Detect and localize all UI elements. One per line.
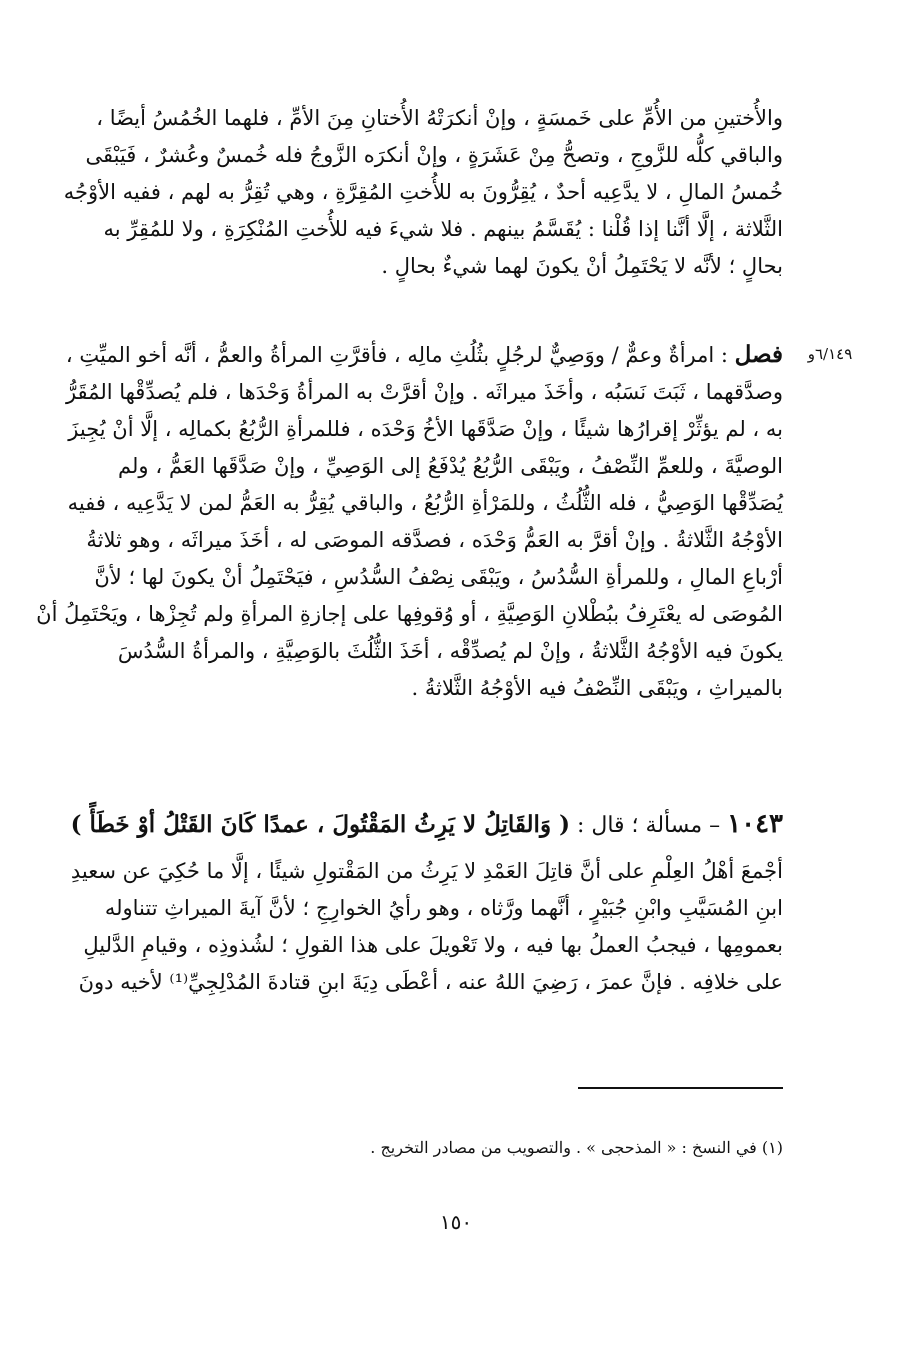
paragraph-3 bbox=[70, 853, 783, 1001]
footnote: (١) في النسخ : « المذحجى » . والتصويب من مصادر التخريج . bbox=[370, 1138, 783, 1157]
text-line: خُمسُ المالِ ، لا يدَّعِيه أحدٌ ، يُقِرُّونَ به للأُختِ المُقِرَّةِ ، وهي تُقِرُّ به لهم ، ففيه الأوْجُه bbox=[63, 180, 783, 204]
text-line: الأوْجُهُ الثَّلاثةُ . وإنْ أقرَّ به العَمُّ وَحْدَه ، فصدَّقه الموصَى له ، أخَذَ ميراثَه ، وهو ثلاثةُ bbox=[86, 528, 783, 552]
masala-heading bbox=[70, 806, 783, 844]
text-line: والأُختينِ من الأُمِّ على خَمسَةٍ ، وإنْ أنكرَتْهُ الأُختانِ مِنَ الأمِّ ، فلهما الخُمُسُ أيضًا ، bbox=[96, 106, 783, 130]
paragraph-2-fasl bbox=[36, 336, 783, 707]
text-line: به ، لم يؤثِّرْ إقرارُها شيئًا ، وإنْ صَدَّقَها الأخُ وَحْدَه ، فللمرأةِ الرُّبُعُ بكمالِه ، إلَّا أنْ يُجِيزَ bbox=[68, 417, 783, 441]
text-line-rest: : امرأةٌ وعمٌّ / ووَصِيٌّ لرجُلٍ بثُلُثِ مالِه ، فأقرَّتِ المرأةُ والعمُّ ، أنَّه أخو الميِّتِ ، bbox=[65, 343, 735, 367]
text-line: ابنِ المُسَيَّبِ وابْنِ جُبَيْرٍ ، أنَّهما ورَّثاه ، وهو رأيُ الخوارِجِ ؛ لأنَّ آيةَ الميراثِ تتناوله bbox=[104, 896, 783, 920]
text-line: أجْمعَ أهْلُ العِلْمِ على أنَّ قاتِلَ العَمْدِ لا يَرِثُ من المَقْتولِ شيئًا ، إلَّا ما حُكِيَ عن سعيدِ bbox=[70, 859, 783, 883]
paragraph-1 bbox=[63, 100, 783, 285]
text-line bbox=[65, 336, 783, 374]
text-line: بالميراثِ ، ويَبْقَى النِّصْفُ فيه الأوْجُهُ الثَّلاثةُ . bbox=[411, 676, 783, 700]
text-line: الثَّلاثة ، إلَّا أنَّنا إذا قُلْنا : يُقَسَّمُ بينهم . فلا شيءَ فيه للأُختِ المُنْكِرَةِ ، ولا للمُقِرِّ به bbox=[103, 217, 783, 241]
section-lead-word: فصل bbox=[734, 341, 783, 368]
masala-prefix: – مسألة ؛ قال : bbox=[569, 813, 728, 838]
text-line: أرْباعِ المالِ ، وللمرأةِ السُّدُسُ ، ويَبْقَى نِصْفُ السُّدُسِ ، فيَحْتَمِلُ أنْ يكونَ لها ؛ لأنَّ bbox=[94, 565, 783, 589]
text-line: يُصَدِّقْها الوَصِيُّ ، فله الثُّلُثُ ، وللمَرْأةِ الرُّبُعُ ، والباقي يُقِرُّ به العَمُّ لمن لا يَدَّعِيه ، ففيه bbox=[67, 491, 783, 515]
text-line: والباقي كلُّه للزَّوجِ ، وتصحُّ مِنْ عَشَرَةٍ ، وإنْ أنكرَه الزَّوجُ فله خُمسٌ وعُشرٌ ، فَيَبْقَى bbox=[85, 143, 783, 167]
text-line: بعمومِها ، فيجبُ العملُ بها فيه ، ولا تَعْويلَ على هذا القولِ ؛ لشُذوذِه ، وقيامِ الدَّليلِ bbox=[83, 933, 783, 957]
page-number: ١٥٠ bbox=[439, 1210, 473, 1234]
masala-quote: ( وَالقَاتِلُ لا يَرِثُ المَقْتُولَ ، عمدًا كَانَ القَتْلُ أوْ خَطَأً ) bbox=[70, 811, 570, 838]
text-line: الوصيَّةَ ، وللعمِّ النِّصْفُ ، ويَبْقَى الرُّبُعُ يُدْفَعُ إلى الوَصِيِّ ، وإنْ صَدَّقَها العَمُّ ، ولم bbox=[118, 454, 783, 478]
text-line: المُوصَى له يعْتَرِفُ ببُطْلانِ الوَصِيَّةِ ، أو وُقوفِها على إجازةِ المرأةِ ولم تُجِزْها ، ويَحْتَمِلُ أنْ bbox=[36, 602, 783, 626]
text-line: على خلافِه . فإنَّ عمرَ ، رَضِيَ اللهُ عنه ، أعْطَى دِيَةَ ابنِ قتادةَ المُدْلِجِيِّ⁽¹⁾ لأخيه دونَ bbox=[78, 970, 783, 994]
text-line: بحالٍ ؛ لأنَّه لا يَحْتَمِلُ أنْ يكونَ لهما شيءٌ بحالٍ . bbox=[381, 254, 783, 278]
text-line: يكونَ فيه الأوْجُهُ الثَّلاثةُ ، وإنْ لم يُصدِّقْه ، أخَذَ الثُّلُثَ بالوَصِيَّةِ ، والمرأةُ السُّدُسَ bbox=[117, 639, 783, 663]
footnote-divider bbox=[578, 1087, 783, 1089]
margin-folio-reference: ٦/١٤٩و bbox=[807, 345, 853, 363]
masala-number: ١٠٤٣ bbox=[727, 809, 783, 839]
text-line: وصدَّقهما ، ثَبَتَ نَسَبُه ، وأخَذَ ميراثَه . وإنْ أقرَّتْ به المرأةُ وَحْدَها ، فلم يُصدِّقْها المُقَرُّ bbox=[65, 380, 783, 404]
